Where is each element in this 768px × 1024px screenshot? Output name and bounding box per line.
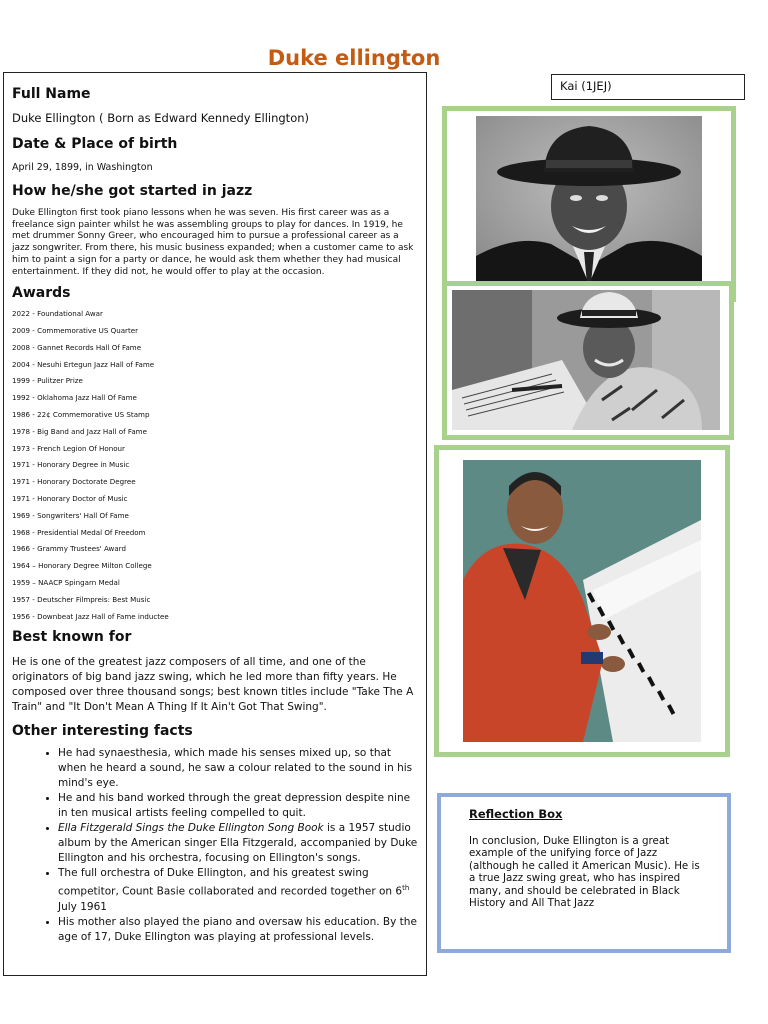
fact-item bbox=[58, 866, 418, 915]
award-item: 2022 - Foundational Awar bbox=[12, 309, 103, 319]
award-item: 2009 - Commemorative US Quarter bbox=[12, 326, 139, 336]
fact-item bbox=[58, 821, 418, 866]
award-item: 1986 - 22¢ Commemorative US Stamp bbox=[12, 410, 150, 419]
reflection-title: Reflection Box bbox=[469, 807, 563, 821]
award-item: 1964 – Honorary Degree Milton College bbox=[12, 561, 152, 571]
info-panel bbox=[3, 72, 427, 976]
awards-list bbox=[12, 309, 418, 628]
fact-item bbox=[58, 791, 418, 821]
award-item: 1978 - Big Band and Jazz Hall of Fame bbox=[12, 426, 147, 436]
fact-text: July 1961 bbox=[58, 900, 107, 913]
award-item: 1957 - Deutscher Filmpreis: Best Music bbox=[12, 594, 151, 604]
birth-heading: Date & Place of birth bbox=[12, 136, 178, 152]
portrait-photo-hat bbox=[476, 116, 702, 284]
award-item: 1959 – NAACP Spingarn Medal bbox=[12, 577, 120, 587]
award-item: 1999 - Pulitzer Prize bbox=[12, 376, 83, 386]
fact-text: He had synaesthesia, which made his senses mixed up, so that when he heard a sound, he saw a colour related to the sound in his mind's eye. bbox=[58, 747, 413, 790]
award-item: 2004 - Nesuhi Ertegun Jazz Hall of Fame bbox=[12, 359, 155, 369]
fact-text: His mother also played the piano and oversaw his education. By the age of 17, Duke Ellington was playing at professional levels. bbox=[58, 915, 417, 943]
piano-photo bbox=[463, 460, 701, 742]
award-item: 1971 - Honorary Doctor of Music bbox=[12, 493, 128, 503]
known-for-text: He is one of the greatest jazz composers of all time, and one of the originators of big band jazz swing, which he led more than fifty years. He composed over three thousand songs; best known titles include "Take The A Train" and "It Don't Mean A Thing If It Ain't Got That Swing". bbox=[12, 656, 414, 714]
award-item: 1973 - French Legion Of Honour bbox=[12, 443, 125, 453]
started-heading: How he/she got started in jazz bbox=[12, 183, 253, 199]
award-item: 1966 - Grammy Trustees' Award bbox=[12, 544, 126, 554]
ordinal-suffix: th bbox=[402, 884, 410, 893]
award-item: 1968 - Presidential Medal Of Freedom bbox=[12, 527, 146, 537]
fact-text: The full orchestra of Duke Ellington, and his greatest swing competitor, Count Basie collaborated and recorded together on 6 bbox=[58, 867, 403, 898]
reflection-text: In conclusion, Duke Ellington is a great example of the unifying force of Jazz (although he called it American Music). He is a true Jazz swing great, who has inspired many, and should be celebrated in Black History and All That Jazz bbox=[469, 835, 700, 910]
started-text: Duke Ellington first took piano lessons when he was seven. His first career was as a freelance sign painter whilst he was assembling groups to play for dances. In 1919, he met drummer Sonny Greer, who encouraged him to pursue a professional career as a jazz songwriter. From there, his music business expanded; when a customer came to ask him to paint a sign for a party or dance, he would ask them whether they had musical entertainment. If they did not, he would offer to play at the occasion. bbox=[12, 208, 414, 277]
fact-text: He and his band worked through the great depression despite nine in ten musical artists feeling compelled to quit. bbox=[58, 792, 411, 820]
fact-text: is a 1957 studio album by the American singer Ella Fitzgerald, accompanied by Duke Ellington and his orchestra, focusing on Ellington's songs. bbox=[58, 822, 418, 865]
award-item: 1971 - Honorary Doctorate Degree bbox=[12, 477, 136, 487]
album-title: Ella Fitzgerald Sings the Duke Ellington Song Book bbox=[58, 822, 324, 835]
award-item: 1969 - Songwriters' Hall Of Fame bbox=[12, 510, 129, 520]
facts-heading: Other interesting facts bbox=[12, 723, 193, 740]
birth-text: April 29, 1899, in Washington bbox=[12, 162, 153, 173]
page-title: Duke ellington bbox=[267, 46, 441, 70]
fact-item bbox=[58, 746, 418, 791]
full-name-heading: Full Name bbox=[12, 86, 91, 102]
student-name-box: Kai (1JEJ) bbox=[551, 74, 745, 100]
awards-heading: Awards bbox=[12, 285, 71, 302]
reflection-box bbox=[437, 793, 731, 953]
award-item: 2008 - Gannet Records Hall Of Fame bbox=[12, 342, 142, 352]
fact-item bbox=[58, 915, 418, 945]
full-name-text: Duke Ellington ( Born as Edward Kennedy Ellington) bbox=[12, 111, 310, 125]
award-item: 1971 - Honorary Degree in Music bbox=[12, 460, 130, 470]
award-item: 1956 - Downbeat Jazz Hall of Fame inductee bbox=[12, 611, 169, 621]
facts-list bbox=[12, 746, 418, 945]
award-item: 1992 - Oklahoma Jazz Hall Of Fame bbox=[12, 393, 137, 403]
known-for-heading: Best known for bbox=[12, 629, 132, 646]
writing-music-photo bbox=[452, 290, 720, 430]
